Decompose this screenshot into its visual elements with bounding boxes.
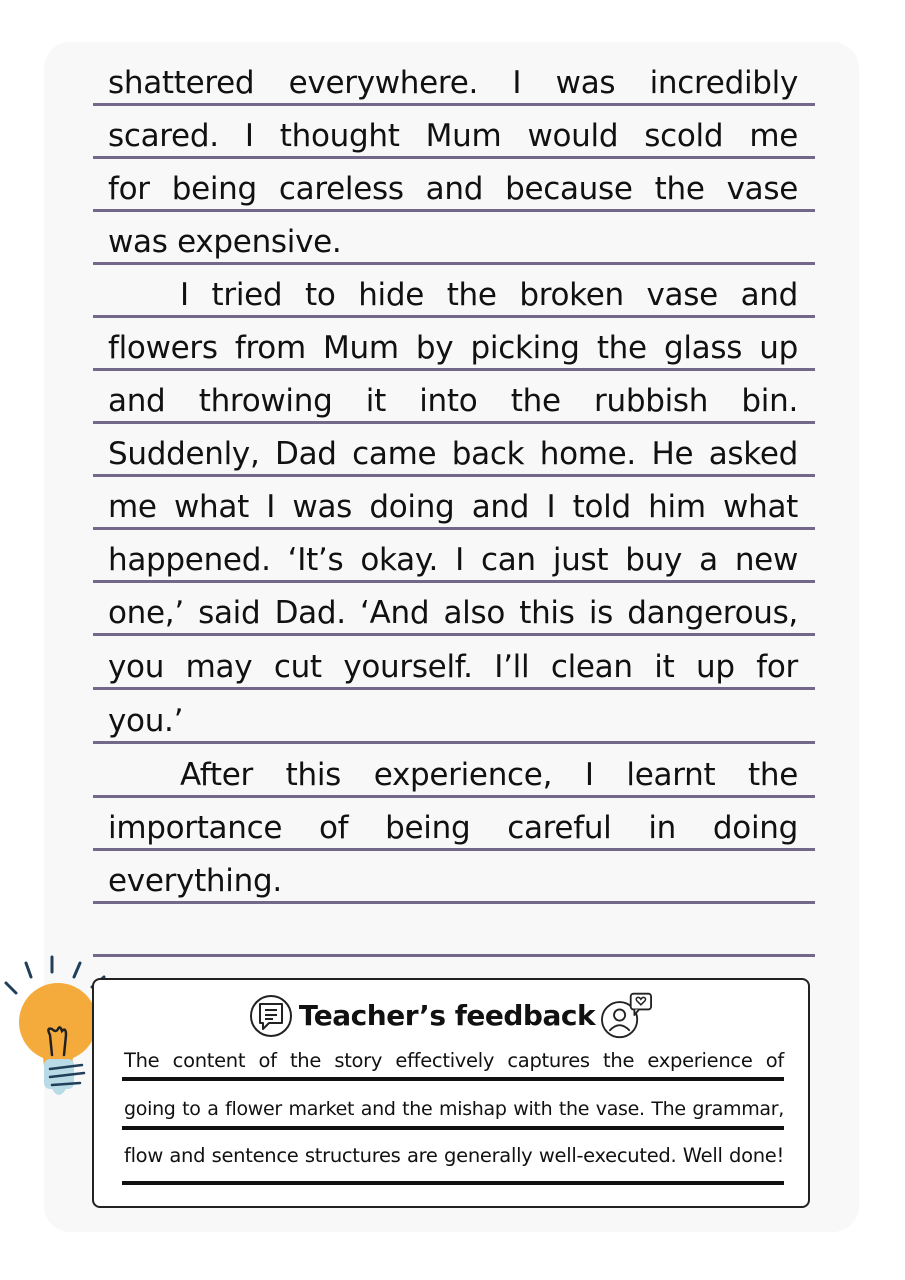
- essay-line: and throwing it into the rubbish bin.: [108, 383, 798, 419]
- feedback-title: Teacher’s feedback: [298, 998, 596, 1032]
- essay-line: After this experience, I learnt the: [180, 757, 798, 793]
- essay-line: scared. I thought Mum would scold me: [108, 118, 798, 154]
- feedback-rule: [122, 1181, 784, 1185]
- essay-line: you may cut yourself. I’ll clean it up for: [108, 649, 798, 685]
- essay-line: was expensive.: [108, 224, 342, 260]
- feedback-text-line: going to a flower market and the mishap with the vase. The grammar,: [124, 1098, 784, 1120]
- chat-document-icon: [247, 991, 295, 1039]
- feedback-rule: [122, 1126, 784, 1130]
- essay-line: shattered everywhere. I was incredibly: [108, 65, 798, 101]
- essay-line: happened. ‘It’s okay. I can just buy a new: [108, 542, 798, 578]
- essay-line: everything.: [108, 863, 282, 899]
- essay-line: me what I was doing and I told him what: [108, 489, 798, 525]
- essay-line: I tried to hide the broken vase and: [180, 277, 798, 313]
- feedback-rule: [122, 1077, 784, 1081]
- user-heart-icon: [599, 990, 655, 1040]
- essay-line: for being careless and because the vase: [108, 171, 798, 207]
- essay-line: you.’: [108, 703, 184, 739]
- essay-line: flowers from Mum by picking the glass up: [108, 330, 798, 366]
- feedback-text-line: The content of the story effectively captures the experience of: [124, 1049, 784, 1072]
- feedback-header: [94, 986, 808, 1044]
- teacher-feedback-box: [92, 978, 810, 1208]
- feedback-text-line: flow and sentence structures are generally well-executed. Well done!: [124, 1144, 784, 1167]
- essay-line: Suddenly, Dad came back home. He asked: [108, 436, 798, 472]
- essay-line: one,’ said Dad. ‘And also this is dangerous,: [108, 595, 798, 631]
- ruled-line: [93, 954, 815, 957]
- essay-line: importance of being careful in doing: [108, 810, 798, 846]
